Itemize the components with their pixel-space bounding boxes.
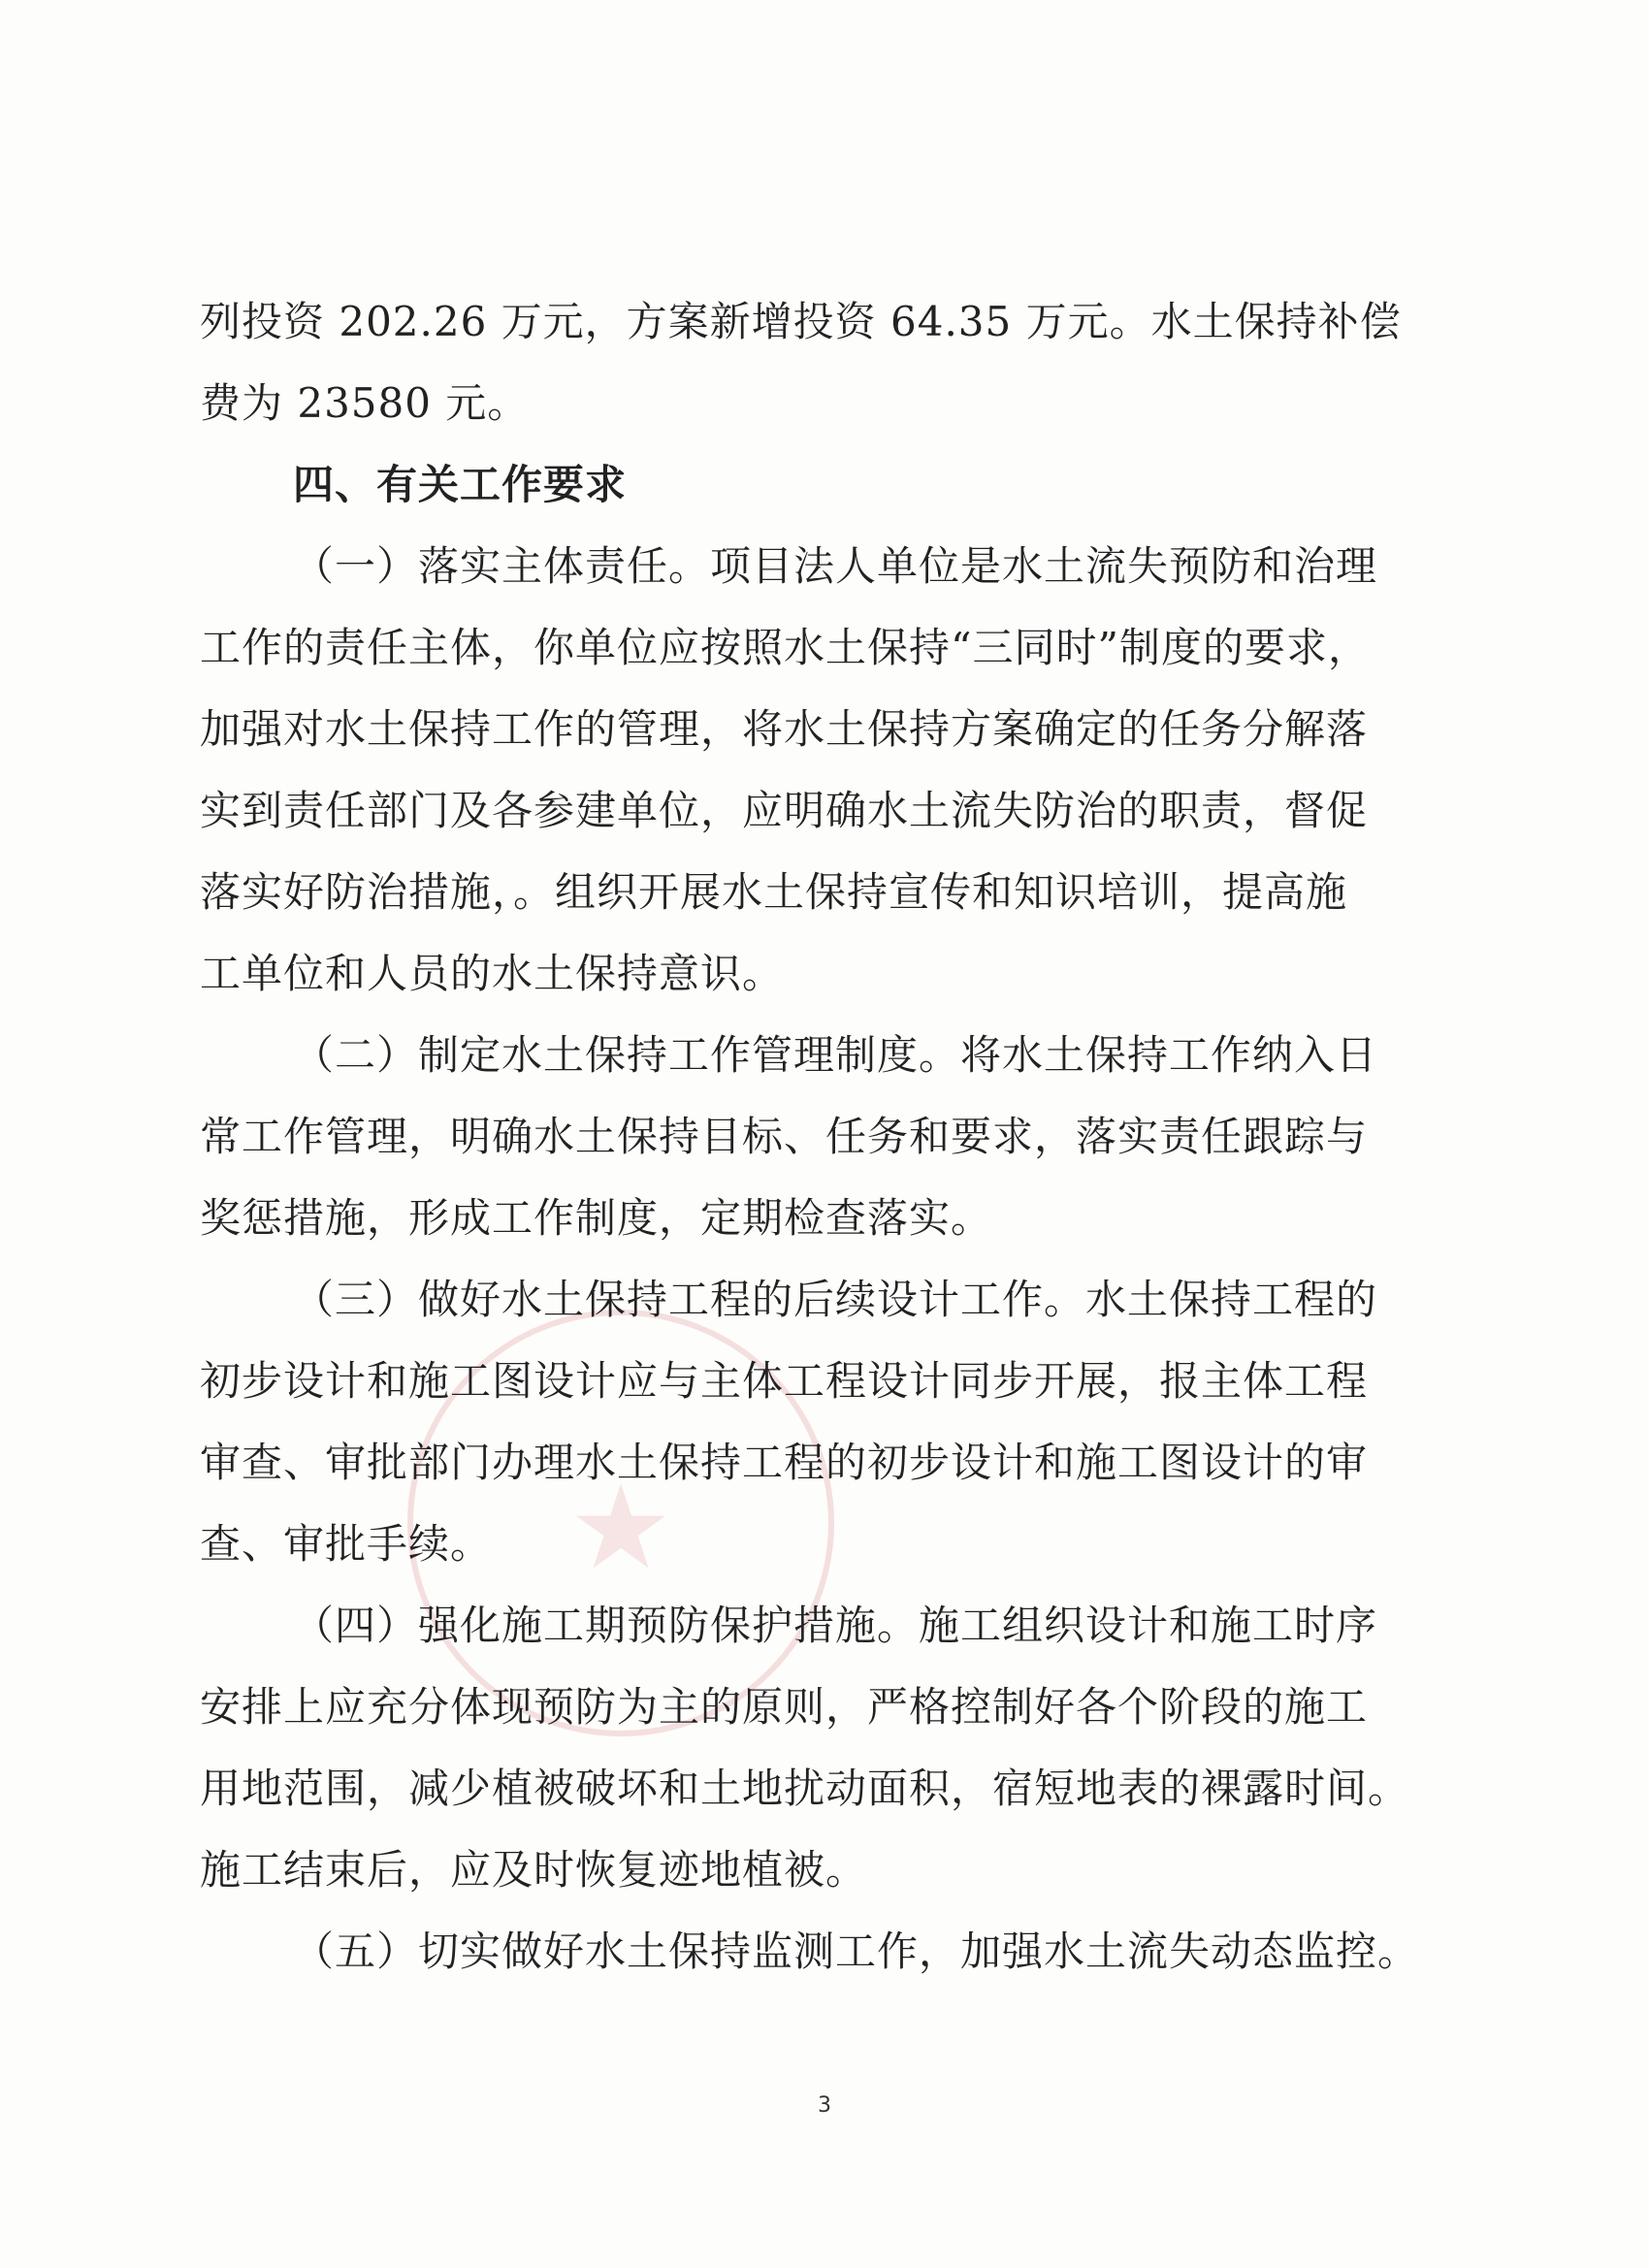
page-number: 3 <box>818 2093 831 2118</box>
text-line: 施工结束后，应及时恢复迹地植被。 <box>200 1846 868 1894</box>
paragraph-4 <box>200 1585 1412 1911</box>
text-line: 加强对水土保持工作的管理，将水土保持方案确定的任务分解落 <box>200 705 1369 753</box>
document-body <box>200 281 1420 1993</box>
text-line: （三）做好水土保持工程的后续设计工作。水土保持工程的 <box>293 1276 1378 1323</box>
text-line: 奖惩措施，形成工作制度，定期检查落实。 <box>200 1194 993 1242</box>
text-line: 安排上应充分体现预防为主的原则，严格控制好各个阶段的施工 <box>200 1683 1369 1731</box>
text-line: 列投资 202.26 万元，方案新增投资 64.35 万元。水土保持补偿 <box>200 298 1402 345</box>
text-line: 初步设计和施工图设计应与主体工程设计同步开展，报主体工程 <box>200 1357 1369 1405</box>
text-line: 落实好防治措施，。组织开展水土保持宣传和知识培训，提高施 <box>200 868 1348 916</box>
text-line: 常工作管理，明确水土保持目标、任务和要求，落实责任跟踪与 <box>200 1113 1369 1160</box>
section-heading: 四、有关工作要求 <box>293 461 628 508</box>
text-line: （二）制定水土保持工作管理制度。将水土保持工作纳入日 <box>293 1031 1378 1079</box>
paragraph-1 <box>200 526 1412 1015</box>
paragraph-5 <box>200 1911 1420 1993</box>
text-line: 审查、审批部门办理水土保持工程的初步设计和施工图设计的审 <box>200 1439 1369 1486</box>
text-line: （四）强化施工期预防保护措施。施工组织设计和施工时序 <box>293 1602 1378 1649</box>
text-line: 工单位和人员的水土保持意识。 <box>200 950 785 997</box>
text-line: 实到责任部门及各参建单位，应明确水土流失防治的职责，督促 <box>200 787 1369 834</box>
text-line: （一）落实主体责任。项目法人单位是水土流失预防和治理 <box>293 542 1378 590</box>
paragraph-2 <box>200 1015 1412 1259</box>
text-line: 查、审批手续。 <box>200 1520 493 1568</box>
seal-star-icon: ★ <box>568 1461 673 1596</box>
text-line: 费为 23580 元。 <box>200 379 530 427</box>
text-line: （五）切实做好水土保持监测工作，加强水土流失动态监控。 <box>293 1928 1420 1975</box>
text-line: 用地范围，减少植被破坏和土地扰动面积，宿短地表的裸露时间。 <box>200 1765 1410 1812</box>
paragraph-3 <box>200 1259 1412 1585</box>
text-line: 工作的责任主体，你单位应按照水土保持“三同时”制度的要求， <box>200 624 1370 671</box>
